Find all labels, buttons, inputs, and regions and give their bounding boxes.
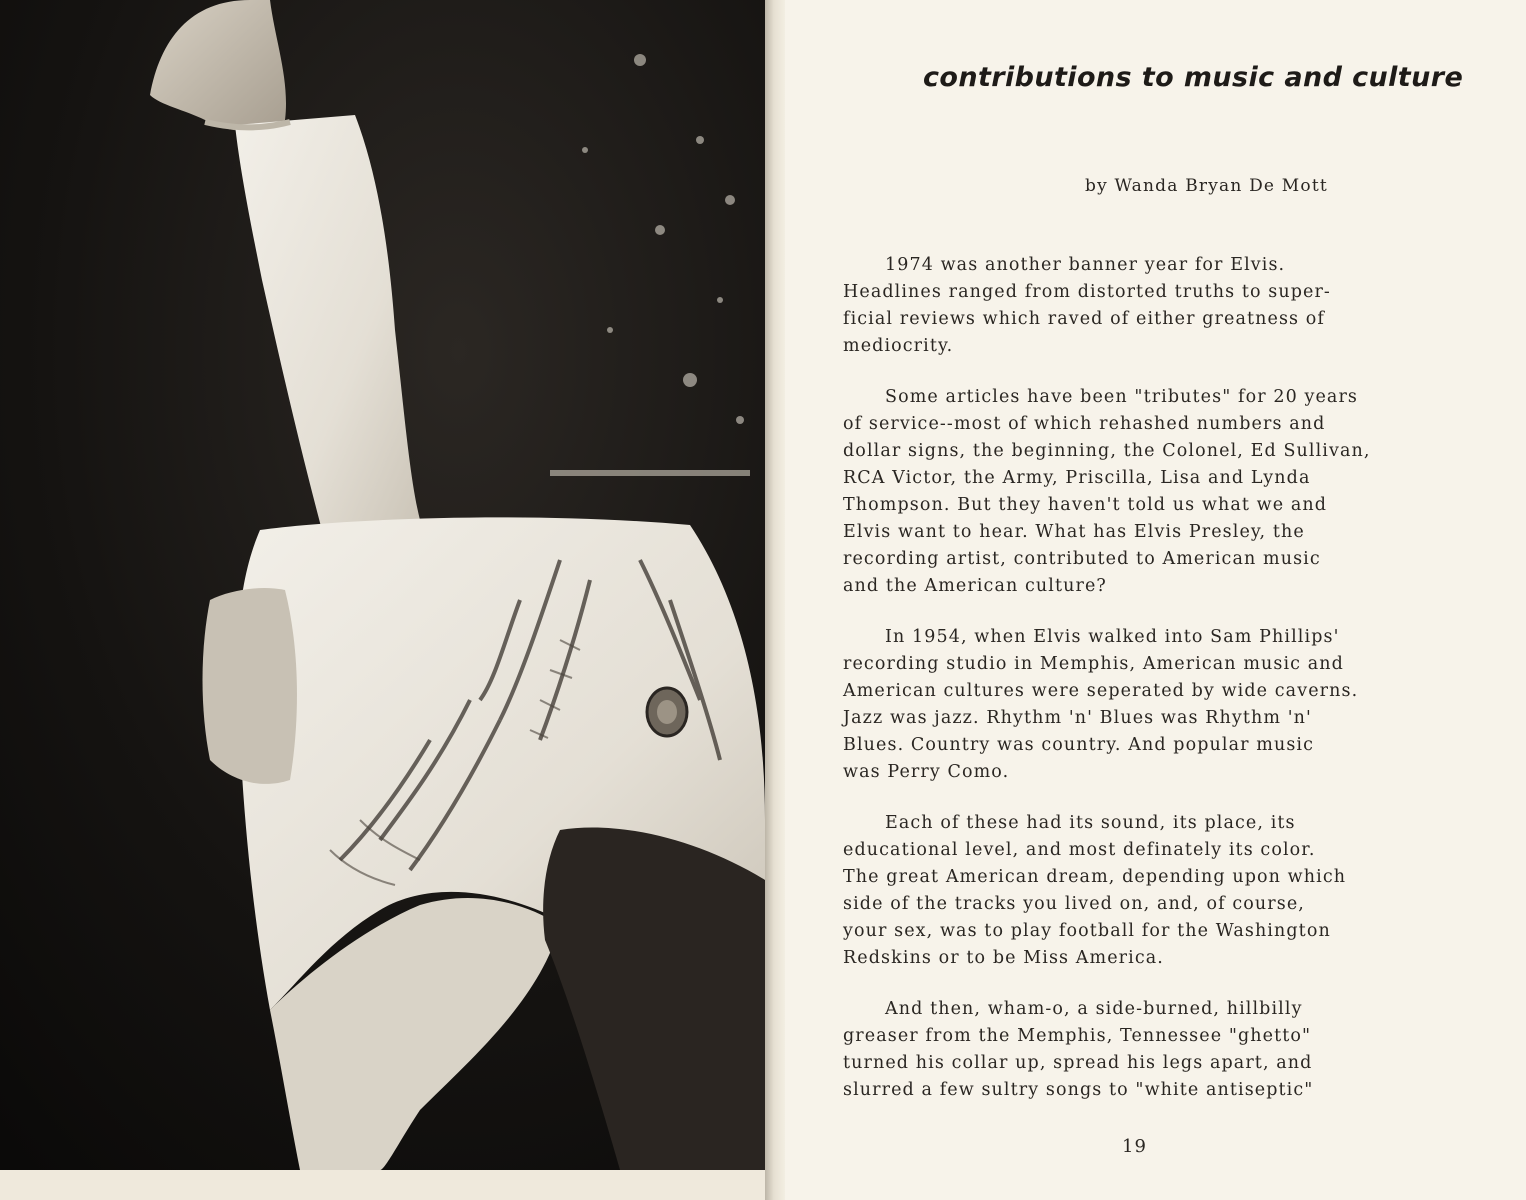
- text-line: greaser from the Memphis, Tennessee "ghetto": [843, 1026, 1312, 1046]
- text-line: Blues. Country was country. And popular music: [843, 735, 1315, 755]
- text-line: Headlines ranged from distorted truths to super-: [843, 282, 1331, 302]
- text-line: and the American culture?: [843, 576, 1107, 596]
- text-line: recording studio in Memphis, American music and: [843, 654, 1344, 674]
- text-line: Each of these had its sound, its place, its: [885, 813, 1296, 833]
- text-line: slurred a few sultry songs to "white antiseptic": [843, 1080, 1314, 1100]
- text-line: dollar signs, the beginning, the Colonel, Ed Sullivan,: [843, 441, 1371, 461]
- text-line: recording artist, contributed to American music: [843, 549, 1321, 569]
- text-line: of service--most of which rehashed numbers and: [843, 414, 1326, 434]
- paragraph-4: [843, 810, 1483, 972]
- text-line: was Perry Como.: [843, 762, 1010, 782]
- text-line: mediocrity.: [843, 336, 954, 356]
- photo-illustration: [0, 0, 765, 1170]
- text-line: your sex, was to play football for the Washington: [843, 921, 1331, 941]
- text-line: Jazz was jazz. Rhythm 'n' Blues was Rhythm 'n': [843, 708, 1312, 728]
- paragraph-2: [843, 384, 1483, 600]
- book-gutter: [765, 0, 785, 1200]
- text-line: 1974 was another banner year for Elvis.: [885, 255, 1286, 275]
- text-line: Thompson. But they haven't told us what we and: [843, 495, 1328, 515]
- paragraph-5: [843, 996, 1483, 1104]
- text-line: ficial reviews which raved of either greatness of: [843, 309, 1326, 329]
- page-number: 19: [1122, 1136, 1147, 1157]
- article-byline: by Wanda Bryan De Mott: [1085, 176, 1328, 196]
- text-line: American cultures were seperated by wide caverns.: [843, 681, 1359, 701]
- text-line: Elvis want to hear. What has Elvis Presley, the: [843, 522, 1305, 542]
- paragraph-3: [843, 624, 1483, 786]
- text-line: And then, wham-o, a side-burned, hillbilly: [885, 999, 1303, 1019]
- article-body: [843, 252, 1483, 1128]
- text-line: educational level, and most definately its color.: [843, 840, 1316, 860]
- text-line: side of the tracks you lived on, and, of course,: [843, 894, 1305, 914]
- text-line: In 1954, when Elvis walked into Sam Phillips': [885, 627, 1340, 647]
- paragraph-1: [843, 252, 1483, 360]
- performer-photograph: [0, 0, 765, 1170]
- text-line: RCA Victor, the Army, Priscilla, Lisa and Lynda: [843, 468, 1311, 488]
- right-page: [785, 0, 1526, 1200]
- text-line: Some articles have been "tributes" for 20 years: [885, 387, 1359, 407]
- text-line: The great American dream, depending upon which: [843, 867, 1347, 887]
- text-line: Redskins or to be Miss America.: [843, 948, 1164, 968]
- text-line: turned his collar up, spread his legs apart, and: [843, 1053, 1313, 1073]
- article-title: contributions to music and culture: [923, 62, 1464, 93]
